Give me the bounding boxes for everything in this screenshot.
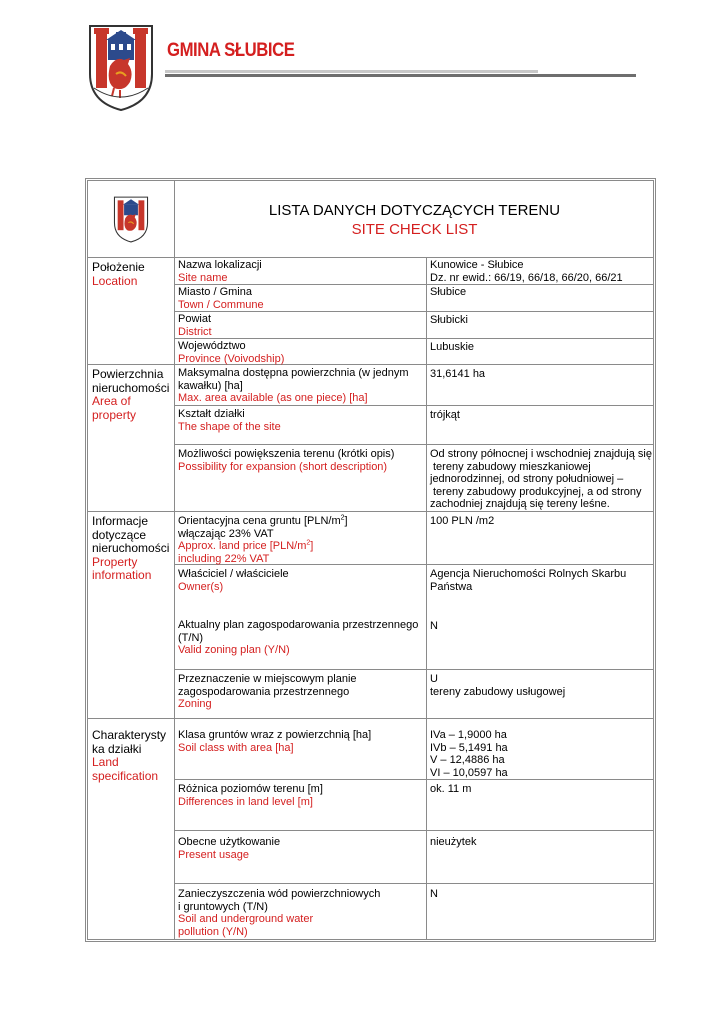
value: V – 12,4886 ha xyxy=(430,754,505,767)
row-district-label xyxy=(178,313,212,338)
label-pl: kawałku) [ha] xyxy=(178,379,243,392)
section-label-pl: dotyczące xyxy=(92,527,147,542)
row-expansion-value xyxy=(430,448,652,511)
value: Dz. nr ewid.: 66/19, 66/18, 66/20, 66/21 xyxy=(430,271,623,284)
label-text: ] xyxy=(310,540,314,553)
value: jednorodzinnej, od strony południowej – xyxy=(430,473,624,486)
label-pl: Zanieczyszczenia wód powierzchniowych xyxy=(178,888,381,900)
row-separator xyxy=(174,830,653,831)
row-district-value xyxy=(430,314,468,327)
value: tereny zabudowy usługowej xyxy=(430,685,566,698)
label-pl: Aktualny plan zagospodarowania przestrzennego xyxy=(178,619,419,631)
slubice-coat-of-arms-icon xyxy=(86,22,156,112)
label-en: Max. area available (as one piece) [ha] xyxy=(178,392,368,405)
row-zoning-label xyxy=(178,673,357,711)
title-english: SITE CHECK LIST xyxy=(351,221,478,238)
label-pl: Właściciel / właściciele xyxy=(178,568,289,580)
section-land-spec xyxy=(92,729,166,783)
row-separator xyxy=(174,883,653,884)
label-pl: Województwo xyxy=(178,340,246,352)
label-pl xyxy=(178,515,348,528)
row-shape-label xyxy=(178,408,281,433)
row-zoning-plan-label xyxy=(178,619,418,657)
label-pl: (T/N) xyxy=(178,631,204,644)
section-label-pl: Położenie xyxy=(92,260,145,274)
label-en: Possibility for expansion (short description) xyxy=(178,460,388,473)
row-max-area-value xyxy=(430,368,485,381)
value: zachodniej znajdują się tereny leśne. xyxy=(430,498,610,511)
label-en: The shape of the site xyxy=(178,420,281,433)
label-pl: Obecne użytkowanie xyxy=(178,836,281,848)
section-label-pl: Powierzchnia xyxy=(92,367,164,381)
slubice-coat-of-arms-icon xyxy=(112,195,150,243)
row-separator xyxy=(174,338,653,339)
label-en: Owner(s) xyxy=(178,580,224,593)
label-en: Valid zoning plan (Y/N) xyxy=(178,644,290,657)
section-label-en: specification xyxy=(92,768,159,783)
row-level-value xyxy=(430,783,471,796)
table-title-row xyxy=(88,181,653,258)
row-site-name-label xyxy=(178,259,262,284)
row-price-label xyxy=(178,515,348,565)
label-pl: włączając 23% VAT xyxy=(178,527,274,540)
section-label-en: property xyxy=(92,407,137,422)
label-en: Province (Voivodship) xyxy=(178,352,285,365)
value: ok. 11 m xyxy=(430,783,472,795)
row-zoning-plan-value xyxy=(430,620,438,633)
value: Słubice xyxy=(430,286,467,298)
section-separator xyxy=(88,718,653,719)
label-en: Present usage xyxy=(178,848,249,861)
row-province-value xyxy=(430,341,474,354)
superscript: 2 xyxy=(306,539,311,547)
label-en: Soil class with area [ha] xyxy=(178,741,294,754)
label-pl: Różnica poziomów terenu [m] xyxy=(178,783,323,795)
row-zoning-value xyxy=(430,673,565,698)
value: U xyxy=(430,673,438,685)
label-text: Approx. land price [PLN/m xyxy=(178,540,307,553)
label-en: Differences in land level [m] xyxy=(178,795,313,808)
row-town-label xyxy=(178,286,264,311)
title-divider xyxy=(174,181,175,257)
section-label-en: Area of xyxy=(92,394,131,408)
section-label-pl: nieruchomości xyxy=(92,380,170,395)
label-pl: Kształt działki xyxy=(178,408,245,420)
row-usage-value xyxy=(430,836,476,849)
row-owner-label xyxy=(178,568,289,593)
value: Lubuskie xyxy=(430,341,475,353)
value: 100 PLN /m2 xyxy=(430,515,495,527)
value: trójkąt xyxy=(430,409,460,421)
superscript: 2 xyxy=(340,514,345,522)
label-pl: Przeznaczenie w miejscowym planie xyxy=(178,673,357,685)
value: Kunowice - Słubice xyxy=(430,259,524,271)
header-rule-light xyxy=(165,70,538,73)
value: N xyxy=(430,888,438,900)
value: Od strony północnej i wschodniej znajdują się xyxy=(430,448,652,460)
value: tereny zabudowy produkcyjnej, a od strony xyxy=(433,485,642,498)
label-pl: Powiat xyxy=(178,313,212,325)
row-usage-label xyxy=(178,836,280,861)
label-pl: Możliwości powiększenia terenu (krótki opis) xyxy=(178,448,395,460)
row-site-name-value xyxy=(430,259,623,284)
section-label-pl: Charakterysty xyxy=(92,728,167,742)
row-owner-value xyxy=(430,568,626,593)
value: N xyxy=(430,620,438,632)
label-en: District xyxy=(178,325,212,338)
row-shape-value xyxy=(430,409,460,422)
header-rule-dark xyxy=(165,74,636,77)
label-pl: Miasto / Gmina xyxy=(178,286,252,298)
row-town-value xyxy=(430,286,466,299)
row-separator xyxy=(174,779,653,780)
row-soil-value xyxy=(430,729,508,779)
label-en: Zoning xyxy=(178,698,212,711)
row-price-value xyxy=(430,515,494,528)
value: 31,6141 ha xyxy=(430,368,486,380)
value: tereny zabudowy mieszkaniowej xyxy=(433,460,591,473)
section-label-en: Land xyxy=(92,755,119,769)
section-label-pl: nieruchomości xyxy=(92,541,170,555)
value: IVb – 5,1491 ha xyxy=(430,741,508,754)
column-divider-1 xyxy=(174,257,175,939)
row-province-label xyxy=(178,340,284,365)
label-en: including 22% VAT xyxy=(178,552,270,565)
title-polish: LISTA DANYCH DOTYCZĄCYCH TERENU xyxy=(268,202,561,219)
brand-title: GMINA SŁUBICE xyxy=(167,40,295,61)
label-pl: Maksymalna dostępna powierzchnia (w jednym xyxy=(178,367,409,379)
value: VI – 10,0597 ha xyxy=(430,766,508,779)
section-separator xyxy=(88,511,653,512)
row-pollution-value xyxy=(430,888,438,901)
row-separator xyxy=(174,444,653,445)
row-soil-label xyxy=(178,729,371,754)
label-en: Site name xyxy=(178,271,228,284)
label-pl: Nazwa lokalizacji xyxy=(178,259,262,271)
label-text: ] xyxy=(344,515,348,527)
row-separator xyxy=(174,405,653,406)
row-level-label xyxy=(178,783,323,808)
section-label-en: Property xyxy=(92,554,138,569)
section-separator xyxy=(88,364,653,365)
site-check-list-table xyxy=(85,178,656,942)
value: Słubicki xyxy=(430,314,468,326)
label-text: Orientacyjna cena gruntu [PLN/m xyxy=(178,515,341,527)
label-pl: zagospodarowania przestrzennego xyxy=(178,685,350,698)
row-separator xyxy=(174,669,653,670)
label-en: pollution (Y/N) xyxy=(178,925,248,938)
section-location xyxy=(92,261,145,288)
row-expansion-label xyxy=(178,448,394,473)
value: nieużytek xyxy=(430,836,477,848)
value: Agencja Nieruchomości Rolnych Skarbu xyxy=(430,568,627,580)
label-pl: i gruntowych (T/N) xyxy=(178,900,268,913)
section-area xyxy=(92,368,169,422)
label-en: Town / Commune xyxy=(178,298,264,311)
section-label-pl: ka działki xyxy=(92,741,142,756)
label-en: Soil and underground water xyxy=(178,913,314,926)
label-en xyxy=(178,540,348,553)
row-max-area-label xyxy=(178,367,409,405)
section-label-pl: Informacje xyxy=(92,514,149,528)
row-pollution-label xyxy=(178,888,380,938)
label-pl: Klasa gruntów wraz z powierzchnią [ha] xyxy=(178,729,372,741)
value: IVa – 1,9000 ha xyxy=(430,729,507,741)
column-divider-2 xyxy=(426,257,427,939)
section-label-en: Location xyxy=(92,273,138,288)
section-label-en: information xyxy=(92,568,152,582)
section-property-info xyxy=(92,515,169,583)
value: Państwa xyxy=(430,580,473,593)
